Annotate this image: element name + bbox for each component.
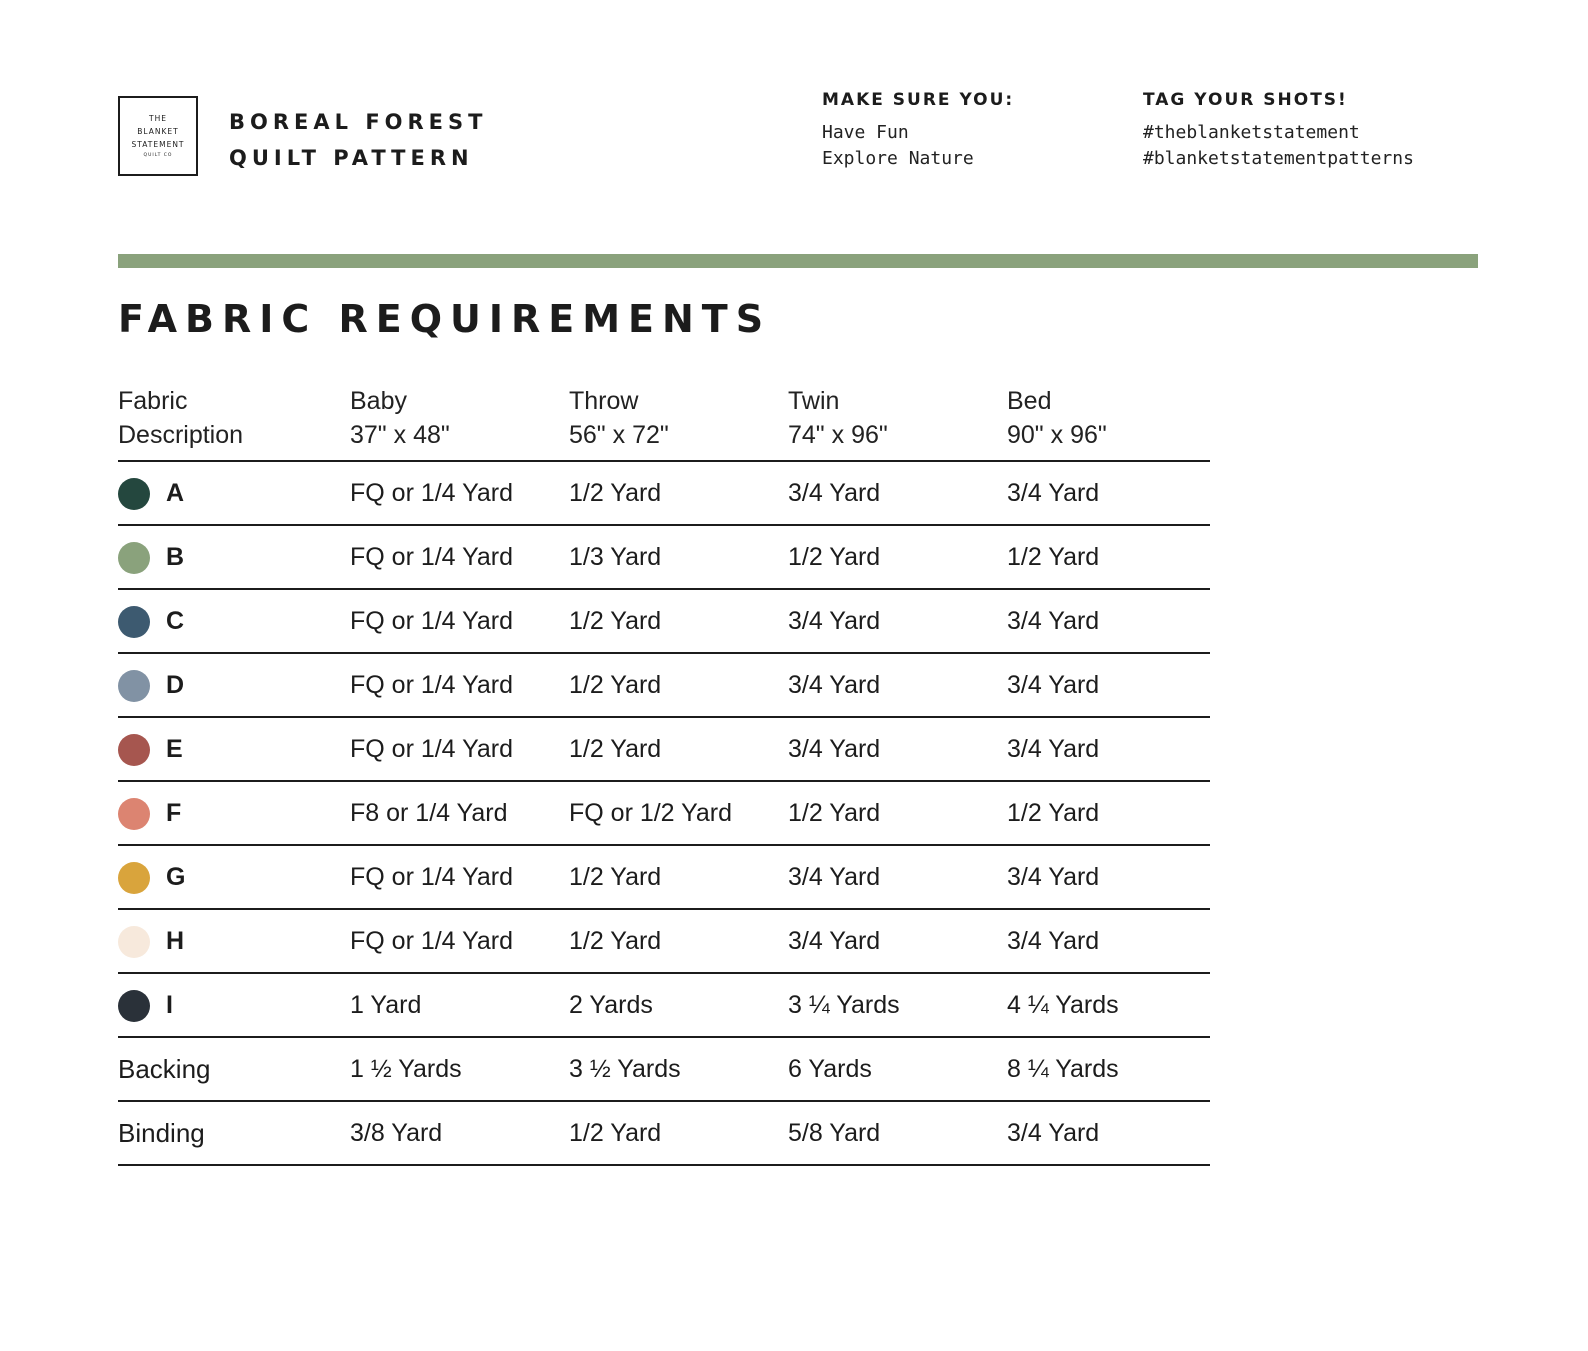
header-sublabel: 74" x 96" bbox=[788, 421, 888, 449]
amount-cell: 4 ¼ Yards bbox=[1007, 991, 1119, 1019]
amount-cell: 1/2 Yard bbox=[569, 927, 662, 955]
amount-cell: 3/4 Yard bbox=[1007, 479, 1100, 507]
amount-cell: 3/4 Yard bbox=[788, 607, 881, 635]
table-row bbox=[118, 782, 1210, 846]
amount-cell: 1/2 Yard bbox=[788, 799, 881, 827]
fabric-letter: F bbox=[166, 799, 182, 827]
table-row bbox=[118, 1038, 1210, 1102]
header-sublabel: 37" x 48" bbox=[350, 421, 450, 449]
logo-line: STATEMENT bbox=[131, 140, 185, 149]
amount-cell: 1/2 Yard bbox=[569, 479, 662, 507]
table-row bbox=[118, 654, 1210, 718]
fabric-name: Binding bbox=[118, 1118, 205, 1148]
amount-cell: 3/4 Yard bbox=[788, 735, 881, 763]
amount-cell: FQ or 1/4 Yard bbox=[350, 671, 514, 699]
header-cell-bed bbox=[1007, 384, 1107, 452]
amount-cell: 3/4 Yard bbox=[1007, 735, 1100, 763]
pattern-title-line1: BOREAL FOREST bbox=[229, 110, 488, 134]
table-row bbox=[118, 1102, 1210, 1166]
fabric-swatch bbox=[118, 734, 150, 766]
table-body bbox=[118, 462, 1210, 1166]
logo-line: THE bbox=[149, 114, 167, 123]
tag-shots-heading: TAG YOUR SHOTS! bbox=[1143, 90, 1348, 110]
amount-cell: 1/2 Yard bbox=[1007, 799, 1100, 827]
fabric-letter: B bbox=[166, 543, 185, 571]
logo-line: QUILT CO bbox=[143, 153, 173, 158]
amount-cell: 6 Yards bbox=[788, 1055, 872, 1083]
amount-cell: 1/2 Yard bbox=[569, 735, 662, 763]
header-label: Twin bbox=[788, 387, 840, 415]
fabric-letter: C bbox=[166, 607, 185, 635]
amount-cell: F8 or 1/4 Yard bbox=[350, 799, 508, 827]
amount-cell: 3/4 Yard bbox=[1007, 671, 1100, 699]
fabric-letter: I bbox=[166, 991, 173, 1019]
amount-cell: 1/2 Yard bbox=[569, 607, 662, 635]
amount-cell: 3 ¼ Yards bbox=[788, 991, 900, 1019]
fabric-swatch bbox=[118, 798, 150, 830]
header-cell-fabric bbox=[118, 384, 243, 452]
fabric-requirements-table bbox=[118, 384, 1210, 1166]
header-cell-throw bbox=[569, 384, 669, 452]
fabric-label-cell bbox=[118, 1038, 211, 1100]
make-sure-line: Have Fun bbox=[822, 122, 909, 143]
amount-cell: 3/4 Yard bbox=[788, 927, 881, 955]
amount-cell: 1 ½ Yards bbox=[350, 1055, 462, 1083]
amount-cell: FQ or 1/4 Yard bbox=[350, 735, 514, 763]
table-row bbox=[118, 974, 1210, 1038]
table-row bbox=[118, 718, 1210, 782]
table-header-row bbox=[118, 384, 1210, 462]
header-label: Baby bbox=[350, 387, 407, 415]
amount-cell: 3/4 Yard bbox=[1007, 863, 1100, 891]
amount-cell: 8 ¼ Yards bbox=[1007, 1055, 1119, 1083]
amount-cell: FQ or 1/4 Yard bbox=[350, 543, 514, 571]
fabric-label-cell bbox=[118, 1102, 205, 1164]
fabric-swatch bbox=[118, 926, 150, 958]
make-sure-block bbox=[822, 88, 1014, 172]
section-title: FABRIC REQUIREMENTS bbox=[118, 297, 772, 341]
fabric-name: Backing bbox=[118, 1054, 211, 1084]
amount-cell: 1/2 Yard bbox=[569, 1119, 662, 1147]
brand-logo bbox=[118, 96, 198, 176]
amount-cell: 1/2 Yard bbox=[788, 543, 881, 571]
make-sure-heading: MAKE SURE YOU: bbox=[822, 90, 1015, 110]
amount-cell: 3 ½ Yards bbox=[569, 1055, 681, 1083]
table-row bbox=[118, 910, 1210, 974]
amount-cell: 2 Yards bbox=[569, 991, 653, 1019]
header-cell-baby bbox=[350, 384, 450, 452]
table-row bbox=[118, 462, 1210, 526]
pattern-title bbox=[229, 104, 487, 176]
header-label: Fabric bbox=[118, 387, 188, 415]
amount-cell: FQ or 1/4 Yard bbox=[350, 607, 514, 635]
make-sure-line: Explore Nature bbox=[822, 148, 974, 169]
fabric-swatch bbox=[118, 478, 150, 510]
hashtag: #blanketstatementpatterns bbox=[1143, 148, 1414, 169]
fabric-swatch bbox=[118, 862, 150, 894]
amount-cell: 3/4 Yard bbox=[788, 863, 881, 891]
amount-cell: 3/4 Yard bbox=[1007, 927, 1100, 955]
amount-cell: 1/2 Yard bbox=[1007, 543, 1100, 571]
amount-cell: 3/4 Yard bbox=[788, 671, 881, 699]
table-row bbox=[118, 526, 1210, 590]
table-row bbox=[118, 590, 1210, 654]
amount-cell: 1/2 Yard bbox=[569, 863, 662, 891]
fabric-swatch bbox=[118, 606, 150, 638]
amount-cell: FQ or 1/4 Yard bbox=[350, 863, 514, 891]
table-row bbox=[118, 846, 1210, 910]
amount-cell: 3/8 Yard bbox=[350, 1119, 443, 1147]
fabric-letter: G bbox=[166, 863, 186, 891]
fabric-swatch bbox=[118, 542, 150, 574]
fabric-letter: H bbox=[166, 927, 185, 955]
logo-line: BLANKET bbox=[137, 127, 179, 136]
tag-shots-block bbox=[1143, 88, 1414, 172]
amount-cell: 1/2 Yard bbox=[569, 671, 662, 699]
hashtag: #theblanketstatement bbox=[1143, 122, 1360, 143]
amount-cell: 5/8 Yard bbox=[788, 1119, 881, 1147]
accent-divider bbox=[118, 254, 1478, 268]
pattern-title-line2: QUILT PATTERN bbox=[229, 146, 474, 170]
amount-cell: 3/4 Yard bbox=[1007, 1119, 1100, 1147]
header-sublabel: 90" x 96" bbox=[1007, 421, 1107, 449]
fabric-swatch bbox=[118, 990, 150, 1022]
header-label: Throw bbox=[569, 387, 639, 415]
header-label: Bed bbox=[1007, 387, 1052, 415]
fabric-letter: A bbox=[166, 479, 185, 507]
header-sublabel: 56" x 72" bbox=[569, 421, 669, 449]
amount-cell: FQ or 1/4 Yard bbox=[350, 479, 514, 507]
header-sublabel: Description bbox=[118, 421, 244, 449]
amount-cell: 3/4 Yard bbox=[788, 479, 881, 507]
amount-cell: 3/4 Yard bbox=[1007, 607, 1100, 635]
fabric-letter: D bbox=[166, 671, 185, 699]
fabric-swatch bbox=[118, 670, 150, 702]
amount-cell: FQ or 1/4 Yard bbox=[350, 927, 514, 955]
fabric-letter: E bbox=[166, 735, 183, 763]
amount-cell: 1 Yard bbox=[350, 991, 422, 1019]
amount-cell: 1/3 Yard bbox=[569, 543, 662, 571]
amount-cell: FQ or 1/2 Yard bbox=[569, 799, 733, 827]
header-cell-twin bbox=[788, 384, 888, 452]
